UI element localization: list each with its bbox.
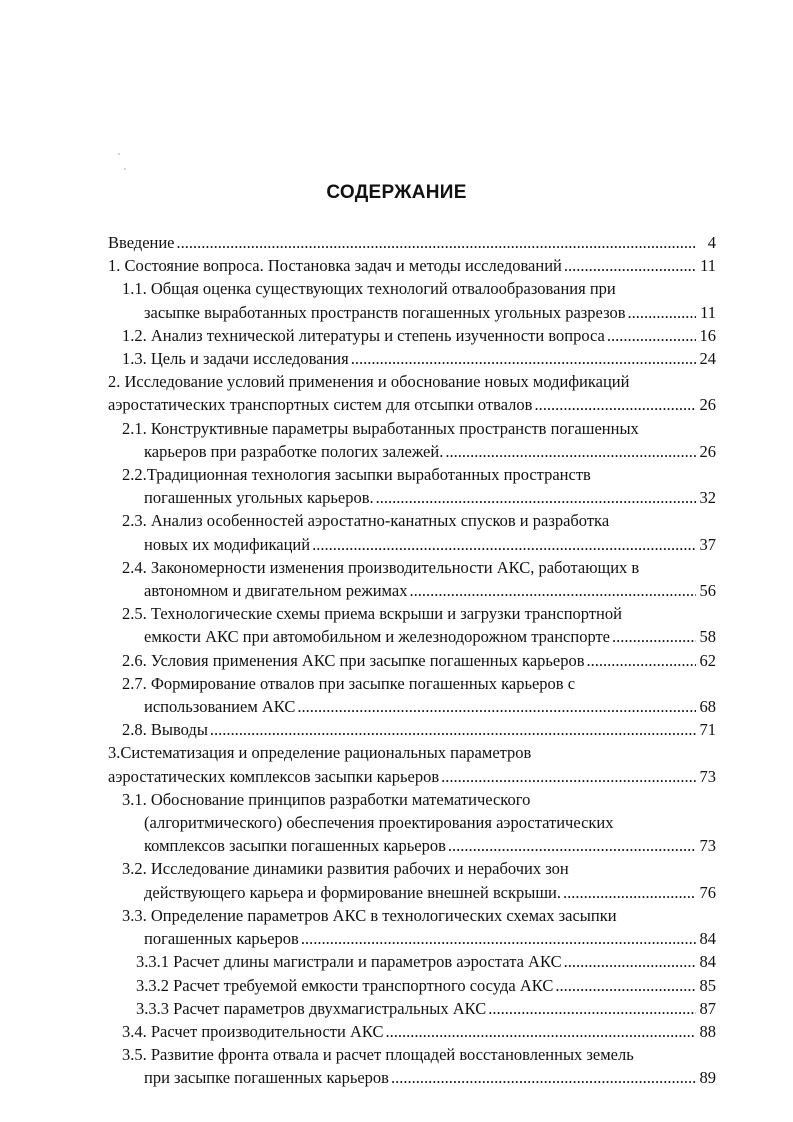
toc-entry-text: (алгоритмического) обеспечения проектирования аэростатических bbox=[144, 813, 614, 833]
toc-entry bbox=[108, 231, 716, 254]
toc-page-number: 73 bbox=[699, 836, 716, 856]
toc-entry-text: 1.1. Общая оценка существующих технологий отвалообразования при bbox=[122, 279, 616, 299]
toc-entry bbox=[108, 950, 716, 973]
dot-leader bbox=[587, 649, 696, 672]
toc-entry-text: действующего карьера и формирование внешней вскрыши. bbox=[144, 882, 561, 902]
toc-entry-text: 2.7. Формирование отвалов при засыпке погашенных карьеров с bbox=[122, 673, 576, 693]
toc-page-number: 56 bbox=[699, 581, 716, 601]
dot-leader bbox=[628, 301, 696, 324]
toc-entry bbox=[108, 904, 716, 950]
scan-speck bbox=[118, 153, 120, 155]
toc-page-number: 87 bbox=[699, 998, 716, 1018]
toc-entry-text: 2.6. Условия применения АКС при засыпке погашенных карьеров bbox=[122, 650, 585, 670]
toc-entry-text: 2.3. Анализ особенностей аэростатно-канатных спусков и разработка bbox=[122, 511, 610, 531]
dot-leader bbox=[391, 1066, 696, 1089]
toc-entry-text: емкости АКС при автомобильном и железнодорожном транспорте bbox=[144, 627, 611, 647]
dot-leader bbox=[385, 1020, 696, 1043]
toc-entry-text: 2. Исследование условий применения и обоснование новых модификаций bbox=[108, 372, 630, 392]
toc-entry bbox=[108, 417, 716, 463]
toc-page-number: 26 bbox=[699, 441, 716, 461]
toc-entry bbox=[108, 1020, 716, 1043]
toc-page-number: 26 bbox=[699, 395, 716, 415]
toc-entry bbox=[108, 672, 716, 718]
toc-entry bbox=[108, 974, 716, 997]
toc-entry bbox=[108, 997, 716, 1020]
toc-page-number: 68 bbox=[699, 697, 716, 717]
dot-leader bbox=[555, 974, 696, 997]
dot-leader bbox=[409, 579, 696, 602]
toc-page-number: 4 bbox=[707, 233, 716, 252]
toc-entry-text: засыпке выработанных пространств погашенных угольных разрезов bbox=[144, 302, 626, 322]
toc-entry bbox=[108, 370, 716, 416]
dot-leader bbox=[564, 254, 696, 277]
dot-leader bbox=[488, 997, 696, 1020]
toc-page-number: 32 bbox=[699, 488, 716, 508]
toc-page-number: 37 bbox=[699, 534, 716, 554]
toc-entry-text: 3.5. Развитие фронта отвала и расчет площадей восстановленных земель bbox=[122, 1045, 634, 1065]
toc-entry-text: 2.4. Закономерности изменения производительности АКС, работающих в bbox=[122, 557, 640, 577]
toc-page-number: 73 bbox=[699, 766, 716, 786]
toc-page-number: 58 bbox=[699, 627, 716, 647]
toc-entry-text: аэростатических транспортных систем для отсыпки отвалов bbox=[108, 395, 533, 415]
toc-page-number: 62 bbox=[699, 650, 716, 670]
toc-entry-text: 2.1. Конструктивные параметры выработанных пространств погашенных bbox=[122, 418, 639, 438]
toc-page-number: 11 bbox=[700, 302, 716, 322]
toc-entry bbox=[108, 602, 716, 648]
toc-entry-text: 3.1. Обоснование принципов разработки математического bbox=[122, 789, 531, 809]
dot-leader bbox=[210, 718, 696, 741]
page-title: СОДЕРЖАНИЕ bbox=[326, 182, 467, 203]
toc-entry-text: новых их модификаций bbox=[144, 534, 311, 554]
toc-page-number: 85 bbox=[699, 975, 716, 995]
dot-leader bbox=[351, 347, 696, 370]
toc-page-number: 16 bbox=[699, 325, 716, 345]
dot-leader bbox=[612, 625, 696, 648]
toc-entry bbox=[108, 324, 716, 347]
toc-page-number: 84 bbox=[699, 952, 716, 972]
dot-leader bbox=[607, 324, 696, 347]
toc-page-number: 24 bbox=[699, 349, 716, 369]
toc-entry bbox=[108, 347, 716, 370]
toc-entry-text: 1.2. Анализ технической литературы и степень изученности вопроса bbox=[122, 325, 605, 345]
toc-entry-text: 3.3.2 Расчет требуемой емкости транспортного сосуда АКС bbox=[136, 975, 554, 995]
toc-page-number: 84 bbox=[699, 929, 716, 949]
toc-entry-text: погашенных карьеров bbox=[144, 929, 299, 949]
toc-page-number: 11 bbox=[700, 256, 716, 276]
toc-entry bbox=[108, 718, 716, 741]
toc-entry-text: карьеров при разработке пологих залежей. bbox=[144, 441, 444, 461]
toc-entry-text: 2.2.Традиционная технология засыпки выработанных пространств bbox=[122, 465, 591, 485]
toc-entry-text: 3.2. Исследование динамики развития рабочих и нерабочих зон bbox=[122, 859, 569, 879]
toc-entry-text: 2.5. Технологические схемы приема вскрыши и загрузки транспортной bbox=[122, 604, 622, 624]
toc-entry-text: 2.8. Выводы bbox=[122, 720, 208, 740]
dot-leader bbox=[563, 881, 696, 904]
table-of-contents bbox=[108, 231, 716, 1090]
toc-entry bbox=[108, 857, 716, 903]
scan-speck bbox=[124, 168, 126, 170]
toc-entry-text: автономном и двигательном режимах bbox=[144, 581, 408, 601]
toc-entry bbox=[108, 556, 716, 602]
toc-page-number: 76 bbox=[699, 882, 716, 902]
toc-entry bbox=[108, 741, 716, 787]
dot-leader bbox=[564, 950, 696, 973]
toc-entry-text: 1.3. Цель и задачи исследования bbox=[122, 349, 349, 369]
toc-entry-text: 3.Систематизация и определение рациональных параметров bbox=[108, 743, 532, 763]
toc-entry-text: 3.3.1 Расчет длины магистрали и параметров аэростата АКС bbox=[136, 952, 562, 972]
toc-entry-text: при засыпке погашенных карьеров bbox=[144, 1068, 389, 1088]
toc-entry-text: 3.3. Определение параметров АКС в технологических схемах засыпки bbox=[122, 905, 617, 925]
dot-leader bbox=[297, 695, 696, 718]
toc-entry bbox=[108, 788, 716, 858]
toc-entry-text: Введение bbox=[108, 233, 175, 252]
toc-entry bbox=[108, 1043, 716, 1089]
toc-entry-text: аэростатических комплексов засыпки карьеров bbox=[108, 766, 440, 786]
toc-page-number: 88 bbox=[699, 1021, 716, 1041]
toc-entry bbox=[108, 254, 716, 277]
toc-entry-text: комплексов засыпки погашенных карьеров bbox=[144, 836, 446, 856]
dot-leader bbox=[177, 231, 696, 254]
toc-entry-text: использованием АКС bbox=[144, 697, 296, 717]
dot-leader bbox=[448, 834, 696, 857]
toc-entry bbox=[108, 509, 716, 555]
toc-entry-text: 3.3.3 Расчет параметров двухмагистральных АКС bbox=[136, 998, 487, 1018]
dot-leader bbox=[445, 440, 696, 463]
toc-page-number: 89 bbox=[699, 1068, 716, 1088]
dot-leader bbox=[534, 393, 696, 416]
toc-entry-text: 3.4. Расчет производительности АКС bbox=[122, 1021, 384, 1041]
toc-entry-text: 1. Состояние вопроса. Постановка задач и методы исследований bbox=[108, 256, 562, 276]
toc-entry bbox=[108, 463, 716, 509]
dot-leader bbox=[301, 927, 696, 950]
toc-entry-text: погашенных угольных карьеров. bbox=[144, 488, 374, 508]
dot-leader bbox=[376, 486, 696, 509]
dot-leader bbox=[441, 765, 696, 788]
toc-entry bbox=[108, 649, 716, 672]
dot-leader bbox=[312, 533, 696, 556]
toc-page-number: 71 bbox=[699, 720, 716, 740]
toc-entry bbox=[108, 277, 716, 323]
